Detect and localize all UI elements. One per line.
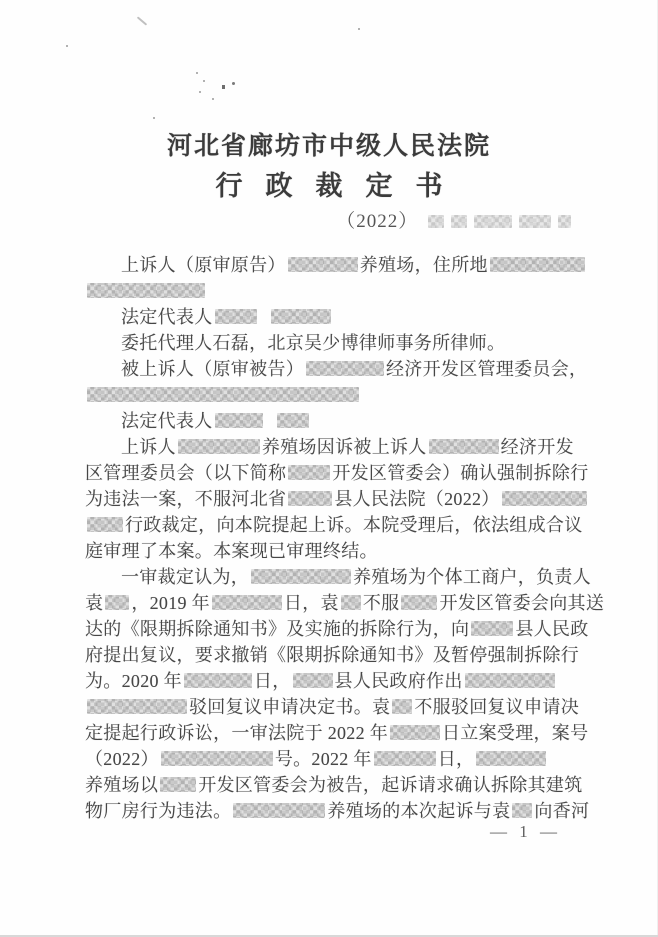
redaction-block xyxy=(512,803,532,818)
text-segment: 开发区管委会）确认强制拆除行 xyxy=(332,463,589,483)
document-line xyxy=(85,798,590,824)
document-line xyxy=(85,304,577,330)
case-number-prefix: （2022） xyxy=(336,211,419,232)
document-line xyxy=(85,460,589,486)
document-header xyxy=(85,128,573,235)
redaction-block xyxy=(87,283,205,298)
text-segment: 定提起行政诉讼，一审法院于 2022 年 xyxy=(85,723,388,743)
document-line xyxy=(85,512,583,538)
redaction-block xyxy=(306,361,384,376)
redaction-block xyxy=(392,699,412,714)
text-segment: 经济开发 xyxy=(500,437,574,457)
redaction-block xyxy=(502,491,587,506)
redaction-block xyxy=(471,621,513,636)
scan-speck xyxy=(196,72,198,74)
text-segment: 被上诉人（原审被告） xyxy=(121,359,304,379)
text-segment: 一审裁定认为， xyxy=(121,567,250,587)
text-segment: 养殖场的本次起诉与袁 xyxy=(327,801,511,821)
document-line xyxy=(85,382,577,408)
redaction-block xyxy=(184,673,252,688)
text-segment: 庭审理了本案。本案现已审理终结。 xyxy=(85,541,378,561)
document-line xyxy=(85,616,589,642)
scan-speck xyxy=(358,28,360,30)
redaction-block xyxy=(401,595,437,610)
text-segment: 为。2020 年 xyxy=(85,671,182,691)
text-segment: 物厂房行为违法。 xyxy=(85,801,232,821)
gap xyxy=(265,426,275,427)
case-number-redactions xyxy=(423,211,573,232)
scan-speck xyxy=(199,91,201,93)
document-line xyxy=(85,668,577,694)
document-line xyxy=(85,772,583,798)
document-line xyxy=(85,590,605,616)
redaction-block xyxy=(429,439,499,454)
text-segment: 养殖场为个体工商户，负责人 xyxy=(353,567,592,587)
redaction-block xyxy=(215,309,257,324)
text-segment: 日，袁 xyxy=(283,593,339,613)
redaction-block xyxy=(374,751,436,766)
redaction-block xyxy=(288,257,358,272)
document-line xyxy=(85,408,577,434)
text-segment: 日， xyxy=(437,749,475,769)
redaction-block xyxy=(160,777,196,792)
redaction-block xyxy=(251,569,351,584)
document-line xyxy=(85,278,577,304)
redaction-block xyxy=(451,215,467,228)
text-segment: 不服 xyxy=(362,593,400,613)
redaction-block xyxy=(233,803,325,818)
scan-speck xyxy=(66,45,68,47)
text-segment: 经济开发区管理委员会， xyxy=(386,359,588,379)
redaction-block xyxy=(390,725,440,740)
document-line xyxy=(85,694,580,720)
document-title: 行政裁定书 xyxy=(215,171,466,201)
redaction-block xyxy=(215,413,263,428)
redaction-block xyxy=(87,387,359,402)
redaction-block xyxy=(105,595,129,610)
text-segment: 达的《限期拆除通知书》及实施的拆除行为，向 xyxy=(85,619,470,639)
page-number: — 1 — xyxy=(490,822,561,841)
document-line xyxy=(85,564,592,590)
document-line xyxy=(85,330,577,356)
scan-speck xyxy=(222,85,225,89)
text-segment: 养殖场，住所地 xyxy=(359,255,488,275)
text-segment: 驳回复议申请决定书。袁 xyxy=(189,697,391,717)
document-line xyxy=(85,434,577,460)
text-segment: 县人民政府作出 xyxy=(334,671,463,691)
case-number-line xyxy=(85,209,573,235)
text-segment: 县人民法院（2022） xyxy=(334,489,500,509)
text-segment: 县人民政 xyxy=(515,619,589,639)
redaction-block xyxy=(161,751,273,766)
redaction-block xyxy=(474,215,512,228)
text-segment: 日， xyxy=(253,671,291,691)
scan-speck xyxy=(212,98,214,100)
text-segment: 开发区管委会为被告，起诉请求确认拆除其建筑 xyxy=(198,775,583,795)
document-line xyxy=(85,746,577,772)
text-segment: 上诉人（原审原告） xyxy=(121,255,286,275)
text-segment: 开发区管委会向其送 xyxy=(439,593,605,613)
text-segment: 养殖场以 xyxy=(85,775,159,795)
redaction-block xyxy=(341,595,361,610)
court-name: 河北省廊坊市中级人民法院 xyxy=(166,133,491,160)
redaction-block xyxy=(87,699,187,714)
text-segment: 行政裁定，向本院提起上诉。本院受理后，依法组成合议 xyxy=(125,515,583,535)
text-segment: （2022） xyxy=(85,749,159,769)
text-segment: ，2019 年 xyxy=(131,593,210,613)
scan-scratch xyxy=(137,16,147,25)
redaction-block xyxy=(293,673,333,688)
text-segment: 向香河 xyxy=(534,801,590,821)
text-segment: 不服驳回复议申请决 xyxy=(414,697,580,717)
document-line xyxy=(85,486,577,512)
text-segment: 为违法一案，不服河北省 xyxy=(85,489,287,509)
text-segment: 法定代表人 xyxy=(121,411,213,431)
document-line xyxy=(85,252,577,278)
redaction-block xyxy=(87,517,123,532)
text-segment: 委托代理人石磊，北京吴少博律师事务所律师。 xyxy=(121,333,506,353)
gap xyxy=(259,322,269,323)
redaction-block xyxy=(428,215,444,228)
scan-speck xyxy=(153,117,155,119)
redaction-block xyxy=(558,215,571,228)
text-segment: 号。2022 年 xyxy=(274,749,372,769)
text-segment: 法定代表人 xyxy=(121,307,213,327)
redaction-block xyxy=(271,309,331,324)
text-segment: 养殖场因诉被上诉人 xyxy=(261,437,427,457)
scan-speck xyxy=(203,80,205,82)
redaction-block xyxy=(476,751,546,766)
text-segment: 日立案受理，案号 xyxy=(442,723,589,743)
text-segment: 区管理委员会（以下简称 xyxy=(85,463,287,483)
document-line xyxy=(85,356,588,382)
redaction-block xyxy=(178,439,260,454)
text-segment: 府提出复议，要求撤销《限期拆除通知书》及暂停强制拆除行 xyxy=(85,645,580,665)
document-body xyxy=(85,252,605,824)
document-line xyxy=(85,720,589,746)
redaction-block xyxy=(288,465,330,480)
document-line xyxy=(85,642,580,668)
redaction-block xyxy=(288,491,332,506)
redaction-block xyxy=(277,413,309,428)
document-line xyxy=(85,538,577,564)
redaction-block xyxy=(212,595,282,610)
text-segment: 上诉人 xyxy=(121,437,176,457)
text-segment: 袁 xyxy=(85,593,104,613)
redaction-block xyxy=(519,215,551,228)
redaction-block xyxy=(465,673,555,688)
redaction-block xyxy=(490,257,585,272)
scan-speck xyxy=(232,82,235,85)
